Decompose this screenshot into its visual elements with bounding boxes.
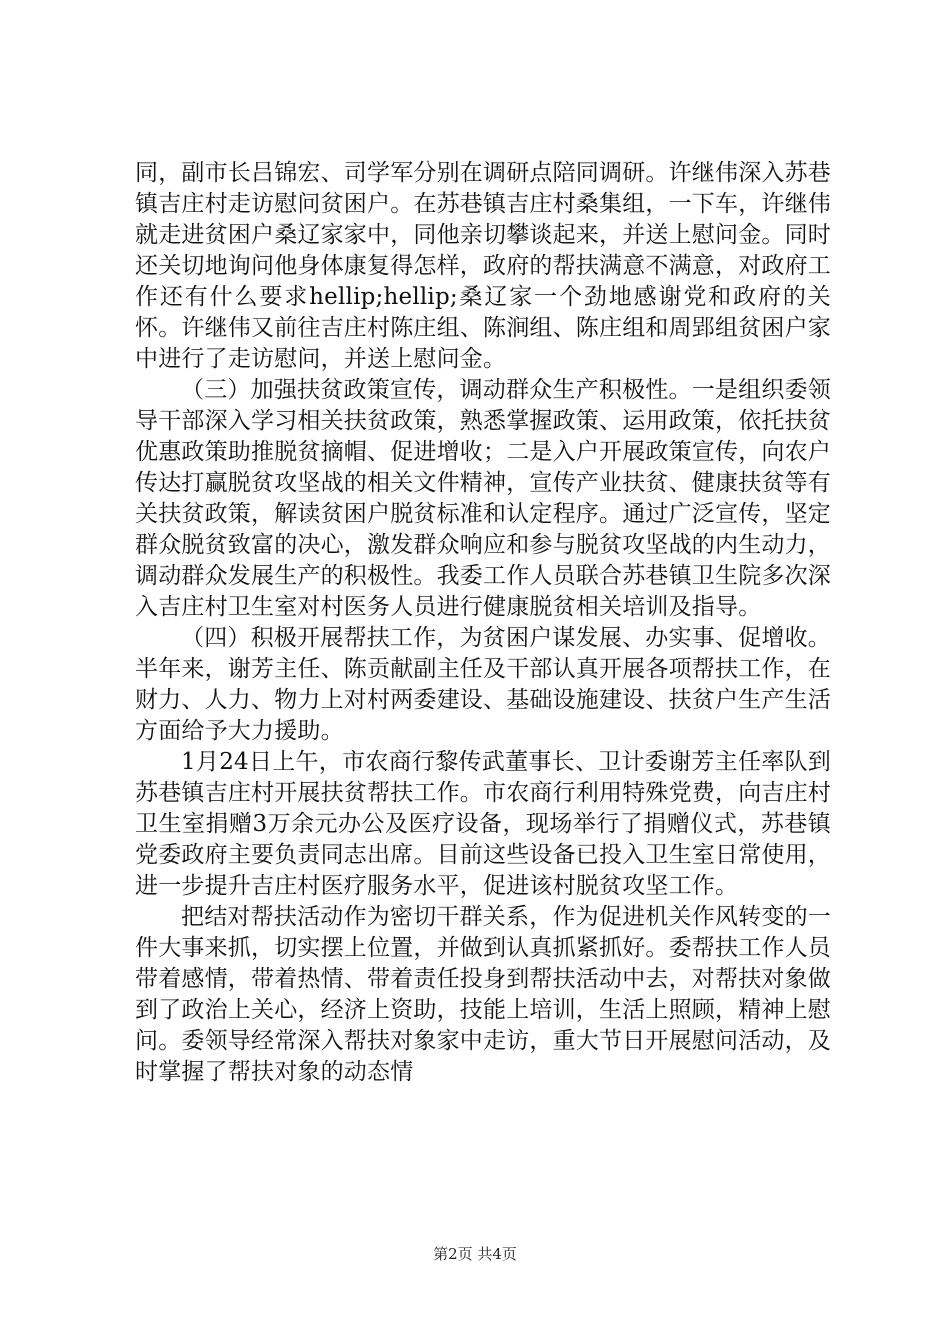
document-body — [135, 158, 831, 1088]
paragraph-2: （三）加强扶贫政策宣传，调动群众生产积极性。一是组织委领导干部深入学习相关扶贫政策，熟悉掌握政策、运用政策，依托扶贫优惠政策助推脱贫摘帽、促进增收；二是入户开展政策宣传，向农户传达打赢脱贫攻坚战的相关文件精神，宣传产业扶贫、健康扶贫等有关扶贫政策，解读贫困户脱贫标准和认定程序。通过广泛宣传，坚定群众脱贫致富的决心，激发群众响应和参与脱贫攻坚战的内生动力，调动群众发展生产的积极性。我委工作人员联合苏巷镇卫生院多次深入吉庄村卫生室对村医务人员进行健康脱贫相关培训及指导。 — [135, 377, 831, 620]
paragraph-3: （四）积极开展帮扶工作，为贫困户谋发展、办实事、促增收。半年来，谢芳主任、陈贡献副主任及干部认真开展各项帮扶工作，在财力、人力、物力上对村两委建设、基础设施建设、扶贫户生产生活方面给予大力援助。 — [135, 625, 831, 744]
paragraph-5: 把结对帮扶活动作为密切干群关系，作为促进机关作风转变的一件大事来抓，切实摆上位置，并做到认真抓紧抓好。委帮扶工作人员带着感情，带着热情、带着责任投身到帮扶活动中去，对帮扶对象做到了政治上关心，经济上资助，技能上培训，生活上照顾，精神上慰问。委领导经常深入帮扶对象家中走访，重大节日开展慰问活动，及时掌握了帮扶对象的动态情 — [135, 904, 831, 1085]
paragraph-4: 1月24日上午，市农商行黎传武董事长、卫计委谢芳主任率队到苏巷镇吉庄村开展扶贫帮扶工作。市农商行利用特殊党费，向吉庄村卫生室捐赠3万余元办公及医疗设备，现场举行了捐赠仪式，苏巷镇党委政府主要负责同志出席。目前这些设备已投入卫生室日常使用，进一步提升吉庄村医疗服务水平，促进该村脱贫攻坚工作。 — [135, 749, 831, 899]
page-number-footer: 第2页 共4页 — [433, 1245, 517, 1263]
paragraph-1: 同，副市长吕锦宏、司学军分别在调研点陪同调研。许继伟深入苏巷镇吉庄村走访慰问贫困户。在苏巷镇吉庄村桑集组，一下车，许继伟就走进贫困户桑辽家家中，同他亲切攀谈起来，并送上慰问金。同时还关切地询问他身体康复得怎样，政府的帮扶满意不满意，对政府工作还有什么要求hellip;hellip;桑辽家一个劲地感谢党和政府的关怀。许继伟又前往吉庄村陈庄组、陈涧组、陈庄组和周郢组贫困户家中进行了走访慰问，并送上慰问金。 — [135, 160, 831, 372]
